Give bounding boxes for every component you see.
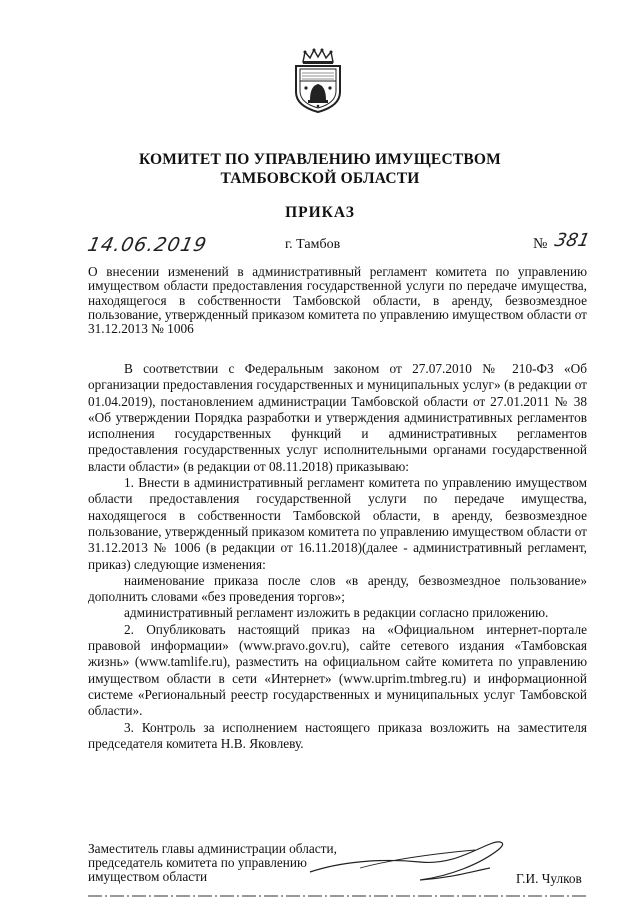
- bottom-rule: [88, 893, 588, 899]
- item-1b-paragraph: административный регламент изложить в редакции согласно приложению.: [124, 605, 549, 621]
- city-label: г. Тамбов: [285, 237, 341, 252]
- position-line-3: имуществом области: [88, 869, 208, 884]
- handwritten-number: 381: [552, 230, 592, 251]
- position-line-1: Заместитель главы администрации области,: [88, 841, 337, 856]
- position-line-2: председатель комитета по управлению: [88, 855, 307, 870]
- coat-of-arms-icon: [291, 48, 345, 114]
- item-2-paragraph: 2. Опубликовать настоящий приказ на «Официальном интернет-портале правовой информации» (www.pravo.gov.ru), сайте сетевого издания «Тамбовская жизнь» (www.tamlife.ru), разместить на официальном сайте комитета по управлению имуществом области в сети «Интернет» (www.uprim.tmbreg.ru) и информационной системе «Региональный реестр государственных и муниципальных услуг Тамбовской области».: [88, 621, 587, 719]
- organization-name: КОМИТЕТ ПО УПРАВЛЕНИЮ ИМУЩЕСТВОМ: [138, 151, 502, 168]
- item-1a-paragraph: наименование приказа после слов «в аренду, безвозмездное пользование» дополнить словами «без проведения торгов»;: [88, 572, 587, 605]
- order-subject: О внесении изменений в административный регламент комитета по управлению имуществом области предоставления государственной услуги по передаче имущества, находящегося в собственности Тамбовской области, в аренду, безвозмездное пользование, утвержденный приказом комитета по управлению имуществом области от 31.12.2013 № 1006: [88, 264, 587, 337]
- item-3-paragraph: 3. Контроль за исполнением настоящего приказа возложить на заместителя председателя комитета Н.В. Яковлеву.: [88, 719, 587, 751]
- order-body: [88, 361, 587, 752]
- handwritten-date: 14.06.2019: [85, 234, 210, 256]
- signatory-name: Г.И. Чулков: [516, 871, 582, 886]
- document-type: ПРИКАЗ: [285, 204, 355, 221]
- handwritten-signature: [300, 832, 540, 892]
- organization-region: ТАМБОВСКОЙ ОБЛАСТИ: [220, 170, 420, 187]
- item-1-paragraph: 1. Внести в административный регламент комитета по управлению имуществом области предоставления государственной услуги по передаче имущества, находящегося в собственности Тамбовской области, в аренду, безвозмездное пользование, утвержденный приказом комитета по управлению имуществом области от 31.12.2013 № 1006 (в редакции от 16.11.2018)(далее - административный регламент, приказ) следующие изменения:: [88, 475, 587, 572]
- preamble-paragraph: В соответствии с Федеральным законом от 27.07.2010 № 210-ФЗ «Об организации предоставления государственных и муниципальных услуг» (в редакции от 01.04.2019), постановлением администрации Тамбовской области от 27.01.2011 № 38 «Об утверждении Порядка разработки и утверждения административных регламентов исполнения государственных функций и административных регламентов предоставления государственных услуг исполнительными органами государственной власти области» (в редакции от 08.11.2018) приказываю:: [88, 361, 587, 474]
- number-label: №: [533, 236, 548, 252]
